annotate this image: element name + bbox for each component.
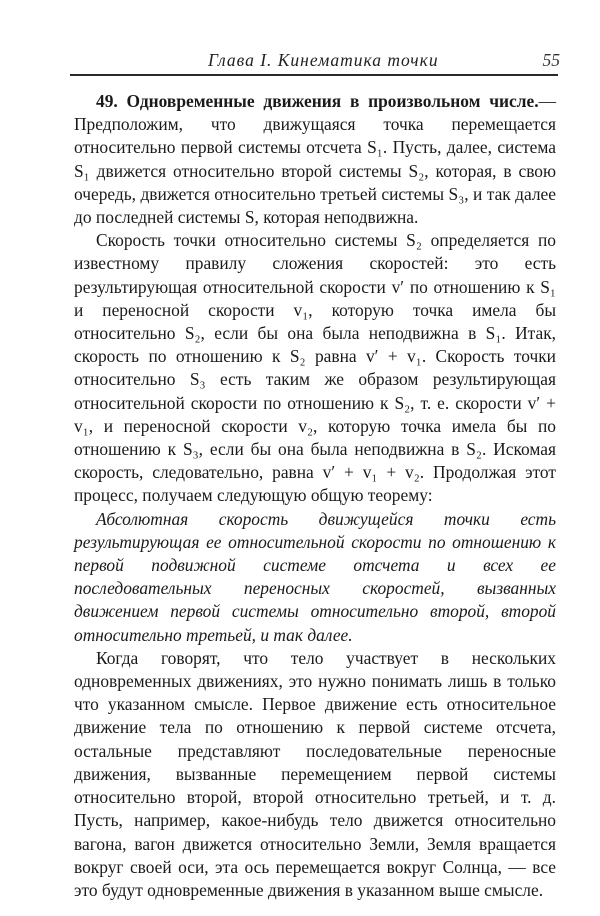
header-rule xyxy=(70,74,558,76)
section-title: Одновременные движения в произвольном числе. xyxy=(126,91,539,111)
section-intro: — Предположим, что движущаяся точка перемещается относительно первой системы отсчета S₁. Пусть, далее, система S₁ движется относительно второй системы S₂, которая, в свою очередь, движется относительно третьей системы S₃, и так далее до последней системы S, которая неподвижна. xyxy=(74,91,556,228)
page-header xyxy=(70,44,560,74)
page-number: 55 xyxy=(542,50,560,70)
body-text xyxy=(74,90,556,902)
running-title: Глава I. Кинематика точки xyxy=(208,50,439,70)
paragraph-velocity: Скорость точки относительно системы S₂ определяется по известному правилу сложения скоростей: это есть результирующая относительной скорости v′ по отношению к S₁ и переносной скорости v₁, которую точка имела бы относительно S₂, если бы она была неподвижна в S₁. Итак, скорость по отношению к S₂ равна v′ + v₁. Скорость точки относительно S₃ есть таким же образом результирующая относительной скорости по отношению к S₂, т. е. скорости v′ + v₁, и переносной скорости v₂, которую точка имела бы по отношению к S₃, если бы она была неподвижна в S₂. Искомая скорость, следовательно, равна v′ + v₁ + v₂. Продолжая этот процесс, получаем следующую общую теорему: xyxy=(74,230,556,506)
theorem-paragraph: Абсолютная скорость движущейся точки есть результирующая ее относительной скорости по отношению к первой подвижной системе отсчета и всех ее последовательных переносных скоростей, вызванных движением первой системы относительно второй, второй относительно третьей, и так далее. xyxy=(74,508,556,645)
section-paragraph xyxy=(74,90,556,229)
paragraph-simultaneous: Когда говорят, что тело участвует в нескольких одновременных движениях, это нужно понимать лишь в только что указанном смысле. Первое движение есть относительное движение тела по отношению к первой системе отсчета, остальные представляют последовательные переносные движения, вызванные перемещением первой системы относительно второй, второй относительно третьей, и т. д. Пусть, например, какое-нибудь тело движется относительно вагона, вагон движется относительно Земли, Земля вращается вокруг своей оси, эта ось перемещается вокруг Солнца, — все это будут одновременные движения в указанном выше смысле. xyxy=(74,647,556,900)
section-number: 49. xyxy=(96,91,118,111)
